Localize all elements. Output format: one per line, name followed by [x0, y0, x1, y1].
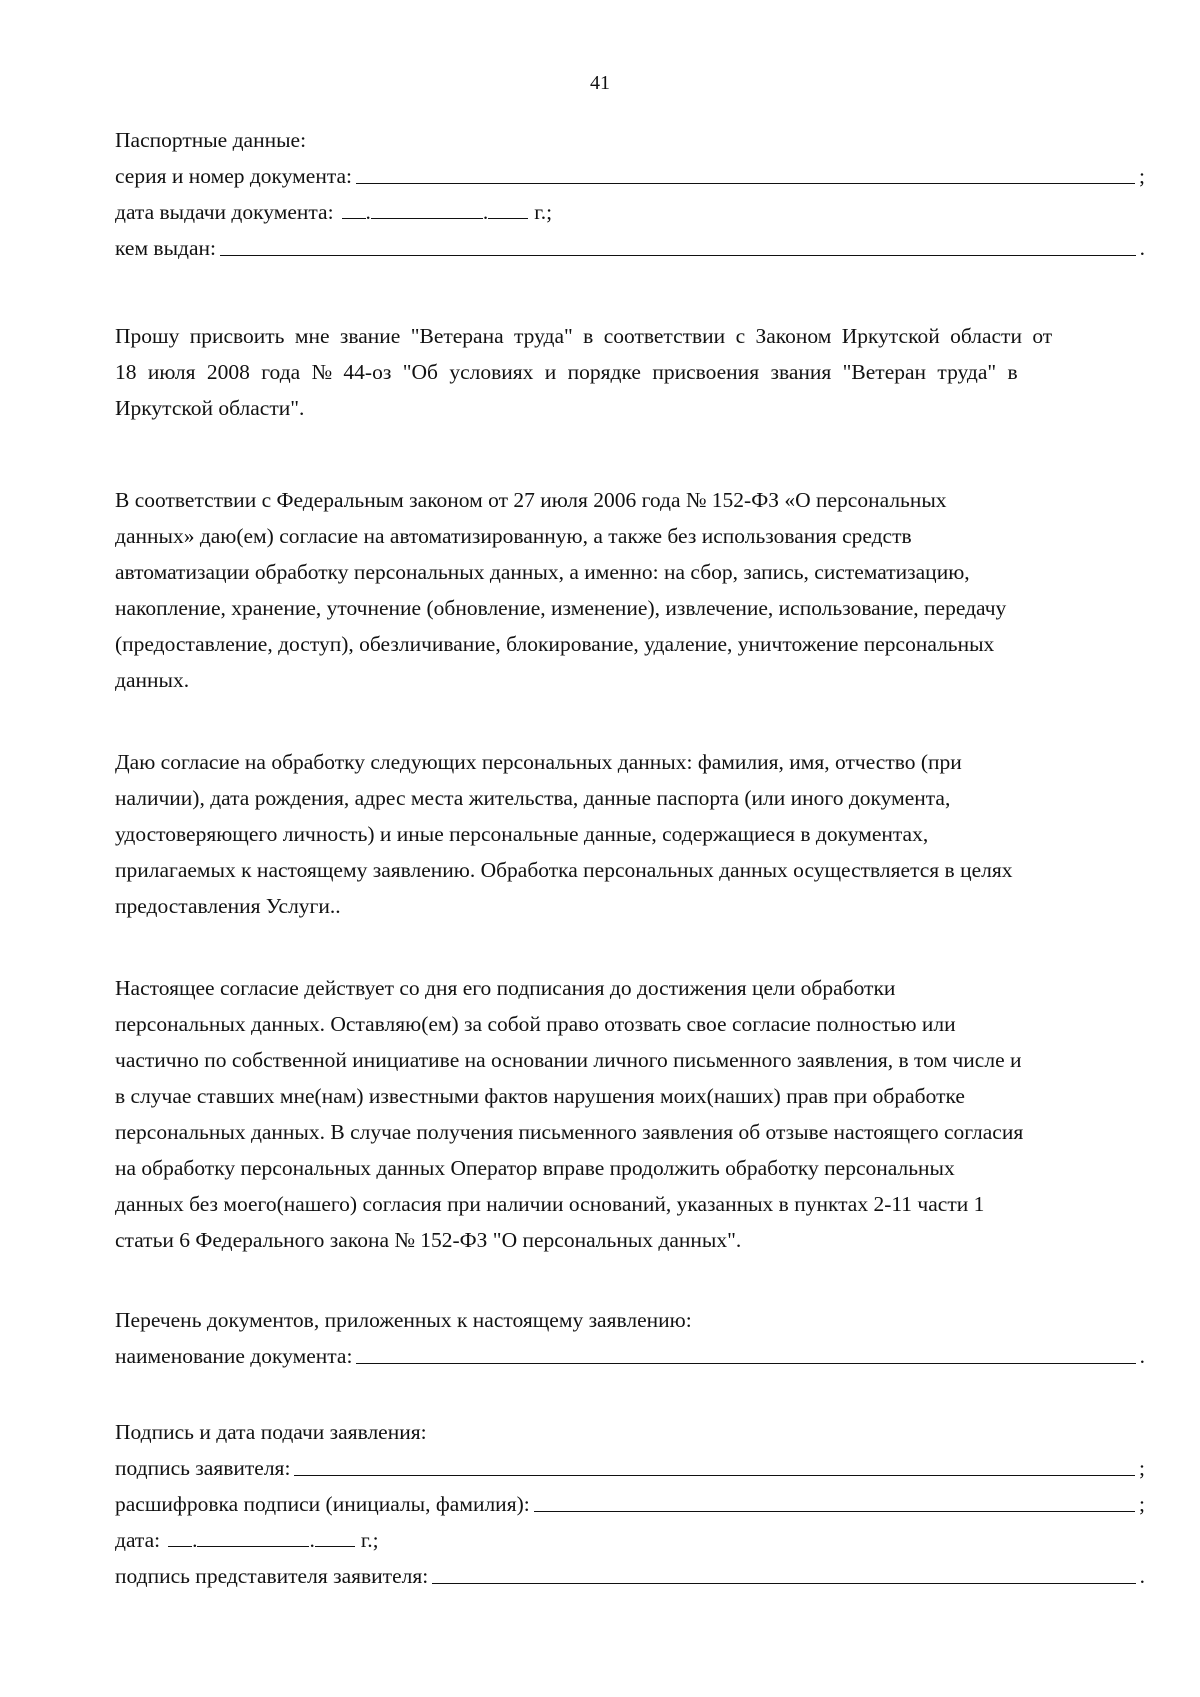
issue-day-blank[interactable]: [342, 217, 366, 219]
data-list-paragraph: [115, 744, 1145, 924]
paragraph-line: наличии), дата рождения, адрес места жительства, данные паспорта (или иного документа,: [115, 786, 951, 810]
signature-blank[interactable]: [294, 1474, 1135, 1476]
series-blank[interactable]: [356, 182, 1135, 184]
date-sep1: .: [192, 1528, 198, 1552]
series-label: серия и номер документа:: [115, 164, 352, 188]
passport-heading: Паспортные данные:: [115, 128, 307, 152]
date-sep2: .: [309, 1528, 315, 1552]
issue-year-blank[interactable]: [488, 217, 528, 219]
signature-heading: Подпись и дата подачи заявления:: [115, 1420, 427, 1444]
issued-by-label: кем выдан:: [115, 236, 216, 260]
date-suffix: г.;: [360, 1528, 379, 1552]
issued-by-row: [115, 230, 1145, 266]
series-end: ;: [1139, 164, 1145, 188]
paragraph-line: персональных данных. Оставляю(ем) за собой право отозвать свое согласие полностью или: [115, 1012, 956, 1036]
documents-heading: Перечень документов, приложенных к настоящему заявлению:: [115, 1308, 692, 1332]
issue-date-suffix: г.;: [534, 200, 553, 224]
representative-end: .: [1139, 1564, 1145, 1588]
paragraph-line: накопление, хранение, уточнение (обновление, изменение), извлечение, использование, передачу: [115, 596, 1007, 620]
decoding-end: ;: [1139, 1492, 1145, 1516]
paragraph-line: (предоставление, доступ), обезличивание, блокирование, удаление, уничтожение персональных: [115, 632, 995, 656]
signature-label: подпись заявителя:: [115, 1456, 291, 1480]
representative-blank[interactable]: [432, 1582, 1135, 1584]
paragraph-line: предоставления Услуги..: [115, 894, 341, 918]
paragraph-line: прилагаемых к настоящему заявлению. Обработка персональных данных осуществляется в целях: [115, 858, 1013, 882]
representative-label: подпись представителя заявителя:: [115, 1564, 429, 1588]
form-content: [115, 122, 1145, 1594]
paragraph-line: данных.: [115, 668, 190, 692]
issue-date-sep2: .: [482, 200, 489, 224]
representative-row: [115, 1558, 1145, 1594]
paragraph-line: Прошу присвоить мне звание "Ветерана труда" в соответствии с Законом Иркутской области от: [115, 324, 1053, 348]
decoding-blank[interactable]: [534, 1510, 1135, 1512]
date-row: [115, 1522, 1145, 1558]
paragraph-line: в случае ставших мне(нам) известными фактов нарушения моих(наших) прав при обработке: [115, 1084, 965, 1108]
issue-month-blank[interactable]: [371, 217, 483, 219]
paragraph-line: 18 июля 2008 года № 44-оз "Об условиях и порядке присвоения звания "Ветеран труда" в: [115, 360, 1018, 384]
paragraph-line: Настоящее согласие действует со дня его подписания до достижения цели обработки: [115, 976, 896, 1000]
paragraph-line: частично по собственной инициативе на основании личного письменного заявления, в том числе и: [115, 1048, 1022, 1072]
request-paragraph: [115, 318, 1145, 426]
issue-date-row: [115, 194, 1145, 230]
document-name-row: [115, 1338, 1145, 1374]
signature-end: ;: [1139, 1456, 1145, 1480]
paragraph-line: автоматизации обработку персональных данных, а именно: на сбор, запись, систематизацию,: [115, 560, 970, 584]
paragraph-line: персональных данных. В случае получения письменного заявления об отзыве настоящего согласия: [115, 1120, 1024, 1144]
issue-date-sep1: .: [365, 200, 371, 224]
passport-heading-row: [115, 122, 1145, 158]
date-year-blank[interactable]: [315, 1545, 355, 1547]
issued-by-end: .: [1139, 236, 1145, 260]
page-number: 41: [590, 72, 610, 94]
decoding-label: расшифровка подписи (инициалы, фамилия):: [115, 1492, 530, 1516]
date-label: дата:: [115, 1528, 161, 1552]
document-name-blank[interactable]: [356, 1362, 1135, 1364]
document-name-label: наименование документа:: [115, 1344, 353, 1368]
validity-paragraph: [115, 970, 1145, 1258]
date-month-blank[interactable]: [197, 1545, 309, 1547]
paragraph-line: данных без моего(нашего) согласия при наличии оснований, указанных в пунктах 2-11 части 1: [115, 1192, 985, 1216]
paragraph-line: статьи 6 Федерального закона № 152-ФЗ "О персональных данных".: [115, 1228, 742, 1252]
signature-heading-row: [115, 1414, 1145, 1450]
paragraph-line: Даю согласие на обработку следующих персональных данных: фамилия, имя, отчество (при: [115, 750, 962, 774]
paragraph-line: удостоверяющего личность) и иные персональные данные, содержащиеся в документах,: [115, 822, 929, 846]
paragraph-line: Иркутской области".: [115, 396, 305, 420]
issued-by-blank[interactable]: [220, 254, 1136, 256]
paragraph-line: данных» даю(ем) согласие на автоматизированную, а также без использования средств: [115, 524, 912, 548]
paragraph-line: на обработку персональных данных Оператор вправе продолжить обработку персональных: [115, 1156, 955, 1180]
consent-paragraph: [115, 482, 1145, 698]
documents-heading-row: [115, 1302, 1145, 1338]
issue-date-label: дата выдачи документа:: [115, 200, 334, 224]
series-row: [115, 158, 1145, 194]
signature-row: [115, 1450, 1145, 1486]
paragraph-line: В соответствии с Федеральным законом от 27 июля 2006 года № 152-ФЗ «О персональных: [115, 488, 947, 512]
document-name-end: .: [1139, 1344, 1145, 1368]
date-day-blank[interactable]: [168, 1545, 192, 1547]
decoding-row: [115, 1486, 1145, 1522]
